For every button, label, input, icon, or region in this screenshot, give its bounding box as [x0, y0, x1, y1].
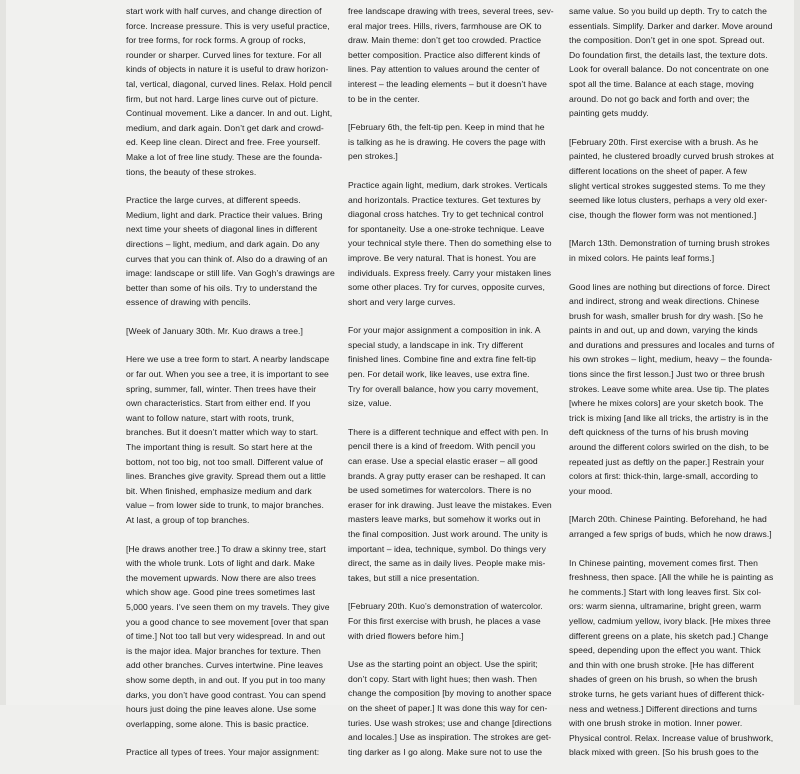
paragraph: start work with half curves, and change direction of force. Increase pressure. This is very useful practice, for tree forms, for rock forms. A group of rocks, rounder or sharper. Curved lines for texture. For all kinds of objects in nature it is useful to draw horizon- tal, vertical, diagonal, curved lines. Relax. Hold pencil firm, but not hard. Large lines curve out of picture. Continual movement. Like a dancer. In and out. Light, medium, and dark again. Don’t get dark and crowd- ed. Keep line clean. Direct and free. Free yourself. Make a lot of free line study. These are the founda- tions, the beauty of these strokes. — [126, 6, 333, 177]
page-edge-right — [794, 0, 800, 705]
page-edge-left — [0, 0, 6, 705]
paragraph: [February 20th. First exercise with a brush. As he painted, he clustered broadly curved brush strokes at different locations on the sheet of paper. A few slight vertical strokes suggested stems. To me they seemed like lotus clusters, perhaps a very old exer- cise, though the flower form was not mentioned.] — [569, 136, 774, 220]
paragraph: Good lines are nothing but directions of force. Direct and indirect, strong and weak directions. Chinese brush for wash, smaller brush for dry wash. [So he paints in and out, up and down, varying the kinds and durations and pressures and locales and turns of his own strokes – light, medium, heavy – the founda- tions since the first lesson.] Just two or three brush strokes. Leave some white area. Use tip. The plates [where he mixes colors] are your sketch book. The trick is mixing [and like all tricks, the artistry is in the deft quickness of the turns of his brush moving around the different colors swirled on the dish, to be repeated just as deftly on the paper.] Restrain your colors at first: thick-thin, large-small, according to your mood. — [569, 281, 775, 496]
paragraph: [February 6th, the felt-tip pen. Keep in mind that he is talking as he is drawing. He covers the page with pen strokes.] — [348, 122, 546, 162]
text-column-1 — [126, 4, 336, 774]
text-column-2 — [348, 4, 554, 773]
paragraph: Here we use a tree form to start. A nearby landscape or far out. When you see a tree, it is important to see spring, summer, fall, winter. Then trees have their own characteristics. Start from either end. If you want to follow nature, start with roots, trunk, branches. But it doesn’t matter which way to start. The important thing is result. So start here at the bottom, not too big, not too small. Different value of lines. Branches give gravity. Spread them out a little bit. When finished, emphasize medium and dark value – from lower side to trunk, to major branches. At last, a group of top branches. — [126, 354, 330, 525]
paragraph: free landscape drawing with trees, several trees, sev- eral major trees. Hills, rivers, farmhouse are OK to draw. Main theme: don’t get too crowded. Practice better composition. Practice also different kinds of lines. Pay attention to values around the center of interest – the leading elements – but it doesn’t have to be in the center. — [348, 6, 554, 104]
paragraph: [March 13th. Demonstration of turning brush strokes in mixed colors. He paints leaf forms.] — [569, 238, 770, 263]
paragraph: [February 20th. Kuo’s demonstration of watercolor. For this first exercise with brush, he places a vase with dried flowers before him.] — [348, 601, 543, 641]
paragraph: same value. So you build up depth. Try to catch the essentials. Simplify. Darker and darker. Move around the composition. Don’t get in one spot. Spread out. Do foundation first, the details last, the texture dots. Look for overall balance. Do not concentrate on one spot all the time. Balance at each stage, moving around. Do not go back and forth and over; the painting gets muddy. — [569, 6, 773, 119]
paragraph: Practice the large curves, at different speeds. Medium, light and dark. Practice their values. Bring next time your sheets of diagonal lines in different directions – light, medium, and dark again. Do any curves that you can think of. Also do a drawing of an image: landscape or still life. Van Gogh’s drawings are better than some of his oils. Try to understand the essence of drawing with pencils. — [126, 195, 335, 308]
paragraph: For your major assignment a composition in ink. A special study, a landscape in ink. Try different finished lines. Combine fine and extra fine felt-tip pen. For detail work, like leaves, use extra fine. Try for overall balance, how you carry movement, size, value. — [348, 325, 541, 409]
text-column-3 — [569, 4, 783, 774]
paragraph: [Week of January 30th. Mr. Kuo draws a tree.] — [126, 325, 303, 336]
paragraph: [March 20th. Chinese Painting. Beforehand, he had arranged a few sprigs of buds, which he now draws.] — [569, 514, 772, 539]
paragraph: [He draws another tree.] To draw a skinny tree, start with the whole trunk. Lots of light and dark. Make the movement upwards. Now there are also trees which show age. Good pine trees sometimes last 5,000 years. I’ve seen them on my travels. They give you a good chance to see movement [over that span of time.] Not too tall but very widespread. In and out is the major idea. Major branches for texture. Then add other branches. Curves intertwine. Pine leaves show some depth, in and out. If you put in too many darks, you don’t have good contrast. You can spend hours just doing the pine leaves alone. Use some overlapping, some alone. This is basic practice. — [126, 543, 330, 729]
paragraph: Practice again light, medium, dark strokes. Verticals and horizontals. Practice textures. Get textures by diagonal cross hatches. Try to get technical control for spontaneity. Use a one-stroke technique. Leave your technical style there. Then do something else to improve. Be very natural. That is honest. You are individuals. Express freely. Carry your mistaken lines some other places. Try for curves, opposite curves, short and very large curves. — [348, 179, 552, 307]
paragraph: Practice all types of trees. Your major assignment: — [126, 747, 320, 758]
paragraph: Use as the starting point an object. Use the spirit; don’t copy. Start with light hues; then wash. Then change the composition [by moving to another space on the sheet of paper.] It was done this way for cen- turies. Use wash strokes; use and change [directions and locales.] Use as inspiration. The strokes are get- ting darker as I go along. Make sure not to use the — [348, 659, 552, 757]
paragraph: In Chinese painting, movement comes first. Then freshness, then space. [All the while he is painting as he comments.] Start with long leaves first. Six col- ors: warm sienna, ultramarine, bright green, warm yellow, cadmium yellow, ivory black. [He mixes three different greens on a plate, his sketch pad.] Change speed, depending upon the effect you want. Thick and thin with one brush stroke. [He has different shades of green on his brush, so when the brush stroke turns, he gets variant hues of different thick- ness and wetness.] Different directions and turns with one brush stroke in motion. Inner power. Physical control. Relax. Increase value of brushwork, black mixed with green. [So his brush goes to the — [569, 557, 774, 758]
paragraph: There is a different technique and effect with pen. In pencil there is a kind of freedom. With pencil you can erase. Use a special elastic eraser – all good brands. A gray putty eraser can be reshaped. It can be used sometimes for watercolors. There is no eraser for ink drawing. Just leave the mistakes. Even masters leave marks, but somehow it works out in the final composition. Just work around. The unity is important – idea, technique, symbol. Do things very direct, the same as in daily lives. People make mis- takes, but still a nice presentation. — [348, 426, 552, 583]
